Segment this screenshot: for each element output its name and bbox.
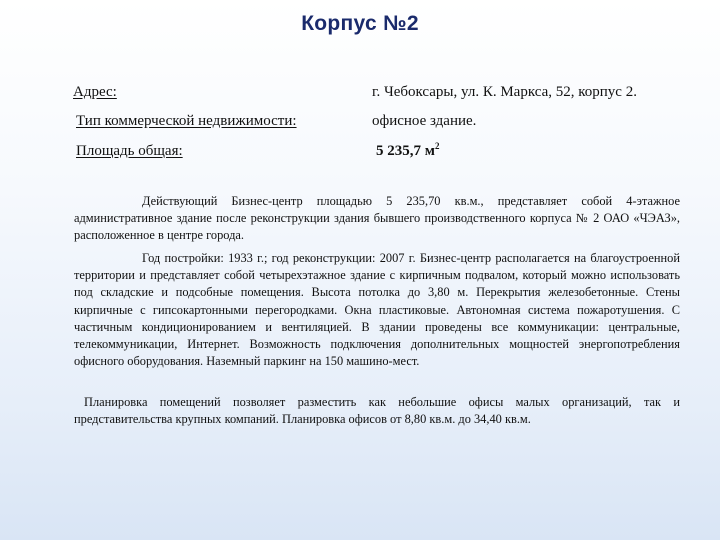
total-area-label: Площадь общая: bbox=[76, 143, 183, 159]
address-row bbox=[0, 84, 720, 106]
property-type-value: офисное здание. bbox=[372, 113, 477, 129]
address-label: Адрес: bbox=[73, 84, 117, 100]
description-paragraph-3: Планировка помещений позволяет разместить как небольшие офисы малых организаций, так и представительства крупных компаний. Планировка офисов от 8,80 кв.м. до 34,40 кв.м. bbox=[74, 395, 680, 427]
property-type-label: Тип коммерческой недвижимости: bbox=[76, 113, 297, 129]
total-area-number: 5 235,7 м bbox=[376, 143, 435, 159]
total-area-row bbox=[0, 143, 720, 165]
page-title: Корпус №2 bbox=[301, 12, 419, 35]
total-area-value bbox=[376, 143, 439, 160]
area-unit-superscript: 2 bbox=[434, 141, 440, 151]
description-paragraph-2: Год постройки: 1933 г.; год реконструкции: 2007 г. Бизнес-центр располагается на благоустроенной территории и представляет собой четырехэтажное здание с кирпичным подвалом, который можно использовать под складские и подсобные помещения. Высота потолка до 3,80 м. Перекрытия железобетонные. Стены кирпичные с гипсокартонными перегородками. Окна пластиковые. Автономная система пожаротушения. С частичным кондиционированием и вентиляцией. В здании проведены все коммуникации: центральные, телекоммуникации, Интернет. Возможность подключения дополнительных мощностей энергопотребления офисного оборудования. Наземный паркинг на 150 машино-мест. bbox=[74, 251, 680, 369]
address-value: г. Чебоксары, ул. К. Маркса, 52, корпус 2. bbox=[372, 84, 637, 100]
property-type-row bbox=[0, 113, 720, 135]
description-paragraph-1: Действующий Бизнес-центр площадью 5 235,70 кв.м., представляет собой 4-этажное административное здание после реконструкции здания бывшего производственного корпуса № 2 ОАО «ЧЭАЗ», расположенное в центре города. bbox=[74, 194, 680, 243]
